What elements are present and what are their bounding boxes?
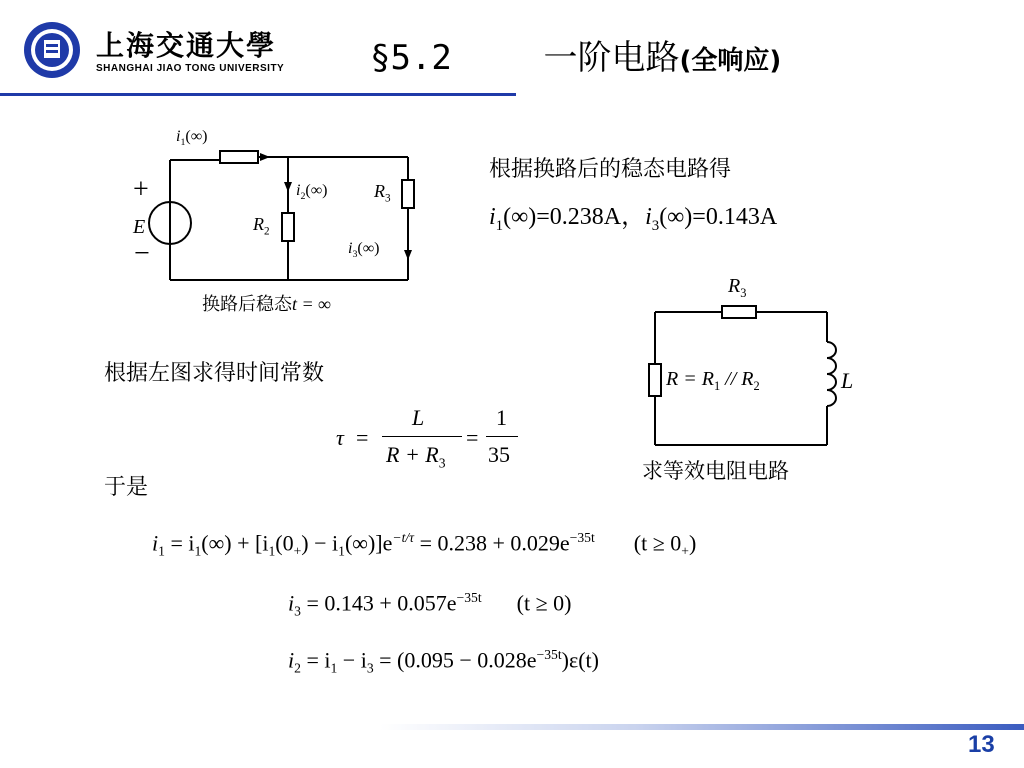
header-divider xyxy=(0,93,516,96)
title-sub: (全响应) xyxy=(679,46,782,76)
plus-sign: + xyxy=(133,174,149,205)
steady-state-values: $i_1(\infty)=0.238A$，$i_3(\infty)=0.143A$ xyxy=(489,204,778,234)
label-r3-equiv: $R_3$ xyxy=(728,275,747,300)
title-main: 一阶电路 xyxy=(543,38,680,78)
university-logo xyxy=(22,20,82,80)
label-l: L xyxy=(841,368,854,393)
label-i1: $i_1(\infty)$ xyxy=(176,128,208,149)
university-name-en: SHANGHAI JIAO TONG UNIVERSITY xyxy=(96,63,285,74)
equation-i3: $i_3 = 0.143 + 0.057e^{-35t}$ (t ≥ 0) xyxy=(288,590,572,619)
circuit1-caption: 换路后稳态t = ∞ xyxy=(202,294,331,315)
steady-state-text: 根据换路后的稳态电路得 xyxy=(489,157,732,182)
equation-i1: $i_1 = i_1(\infty) + [i_1(0_+) - i_1(\infty)]e^{-t/\tau} = 0.238 + 0.029e^{-35t}$ $(t \ge 0_+)$ xyxy=(152,530,697,559)
page-number: 13 xyxy=(968,731,995,758)
equation-i2: $i_2 = i_1 - i_3 = (0.095 - 0.028e^{-35t})\varepsilon(t)$ xyxy=(288,647,599,676)
label-i2: $i_2(\infty)$ xyxy=(296,182,328,203)
hence-text: 于是 xyxy=(104,475,149,500)
section-number: §5.2 xyxy=(370,38,452,78)
i1-arrow xyxy=(260,153,270,161)
minus-sign: − xyxy=(134,238,150,269)
i3-arrow xyxy=(404,250,412,260)
i2-arrow xyxy=(284,182,292,192)
university-name-cn: 上海交通大學 xyxy=(96,29,277,62)
label-r3: $R_3$ xyxy=(374,181,391,205)
label-i3: $i_3(\infty)$ xyxy=(348,240,380,261)
page-title xyxy=(370,30,781,79)
label-e: E xyxy=(133,216,146,238)
footer-divider xyxy=(380,724,1024,730)
circuit2-caption: 求等效电阻电路 xyxy=(642,459,789,483)
label-r2: $R_2$ xyxy=(253,214,270,238)
tau-formula: τ = L $R + R_3$ = 1 35 xyxy=(336,405,536,475)
time-constant-text: 根据左图求得时间常数 xyxy=(104,361,325,386)
label-r-parallel: $R = R_1 // R_2$ xyxy=(666,368,760,393)
